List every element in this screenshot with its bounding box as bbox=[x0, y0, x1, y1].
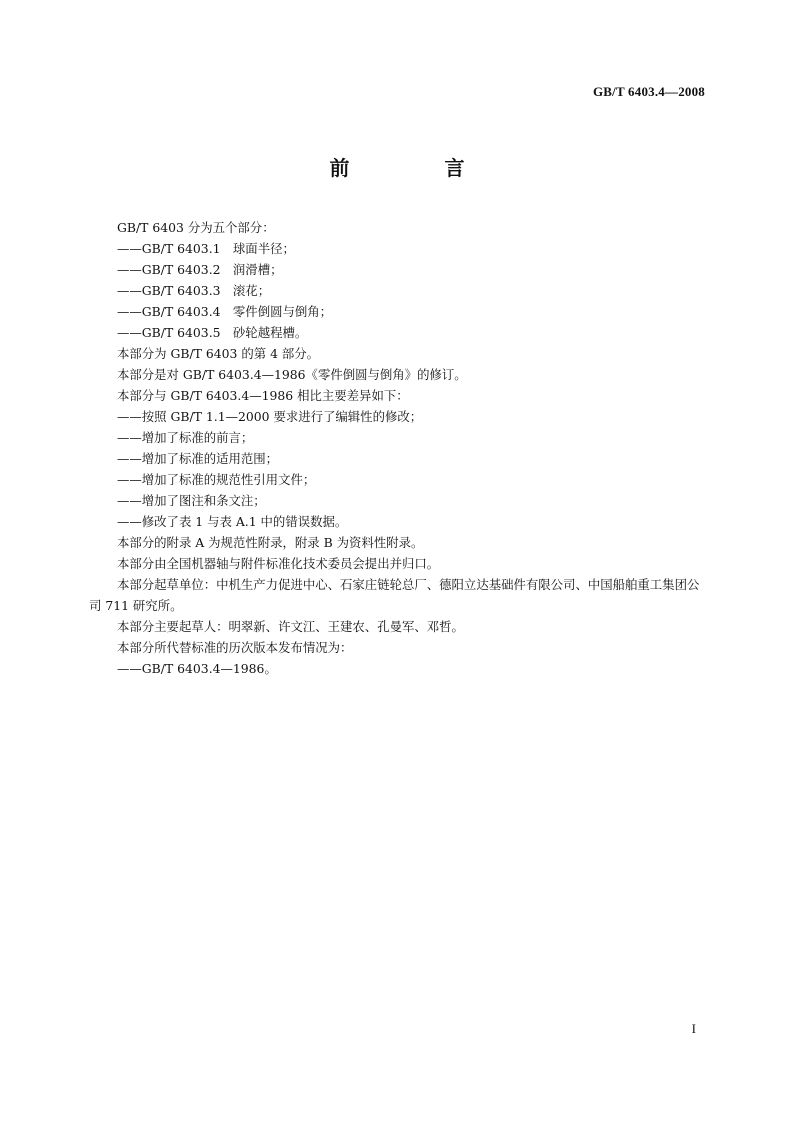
list-item-part-4: ——GB/T 6403.4 零件倒圆与倒角； bbox=[117, 304, 333, 319]
standard-number-header: GB/T 6403.4—2008 bbox=[592, 84, 705, 99]
foreword-body bbox=[89, 217, 705, 679]
list-item-part-2: ——GB/T 6403.2 润滑槽； bbox=[117, 262, 283, 277]
list-item-difference-4: ——增加了标准的规范性引用文件； bbox=[117, 472, 316, 487]
paragraph-drafters: 本部分主要起草人：明翠新、许文江、王建农、孔曼军、邓哲。 bbox=[117, 619, 464, 634]
list-item-difference-1: ——按照 GB/T 1.1—2000 要求进行了编辑性的修改； bbox=[117, 409, 423, 424]
paragraph-part-statement: 本部分为 GB/T 6403 的第 4 部分。 bbox=[117, 346, 320, 361]
list-item-difference-5: ——增加了图注和条文注； bbox=[117, 493, 266, 508]
paragraph-revision: 本部分是对 GB/T 6403.4—1986《零件倒圆与倒角》的修订。 bbox=[117, 367, 467, 382]
list-item-history-1: ——GB/T 6403.4—1986。 bbox=[117, 661, 277, 676]
paragraph-history-intro: 本部分所代替标准的历次版本发布情况为： bbox=[117, 640, 353, 655]
list-item-part-1: ——GB/T 6403.1 球面半径； bbox=[117, 241, 295, 256]
page-title: 前 言 bbox=[329, 156, 509, 180]
paragraph-parts-intro: GB/T 6403 分为五个部分： bbox=[117, 220, 275, 235]
list-item-part-5: ——GB/T 6403.5 砂轮越程槽。 bbox=[117, 325, 308, 340]
paragraph-appendices: 本部分的附录 A 为规范性附录，附录 B 为资料性附录。 bbox=[117, 535, 424, 550]
paragraph-drafting-units: 本部分起草单位：中机生产力促进中心、石家庄链轮总厂、德阳立达基础件有限公司、中国船舶重工集团公司 711 研究所。 bbox=[89, 577, 700, 613]
paragraph-proposer: 本部分由全国机器轴与附件标准化技术委员会提出并归口。 bbox=[117, 556, 440, 571]
page-number: I bbox=[691, 1021, 696, 1036]
paragraph-differences-intro: 本部分与 GB/T 6403.4—1986 相比主要差异如下： bbox=[117, 388, 409, 403]
list-item-difference-2: ——增加了标准的前言； bbox=[117, 430, 254, 445]
list-item-difference-6: ——修改了表 1 与表 A.1 中的错误数据。 bbox=[117, 514, 348, 529]
list-item-part-3: ——GB/T 6403.3 滚花； bbox=[117, 283, 271, 298]
list-item-difference-3: ——增加了标准的适用范围； bbox=[117, 451, 279, 466]
